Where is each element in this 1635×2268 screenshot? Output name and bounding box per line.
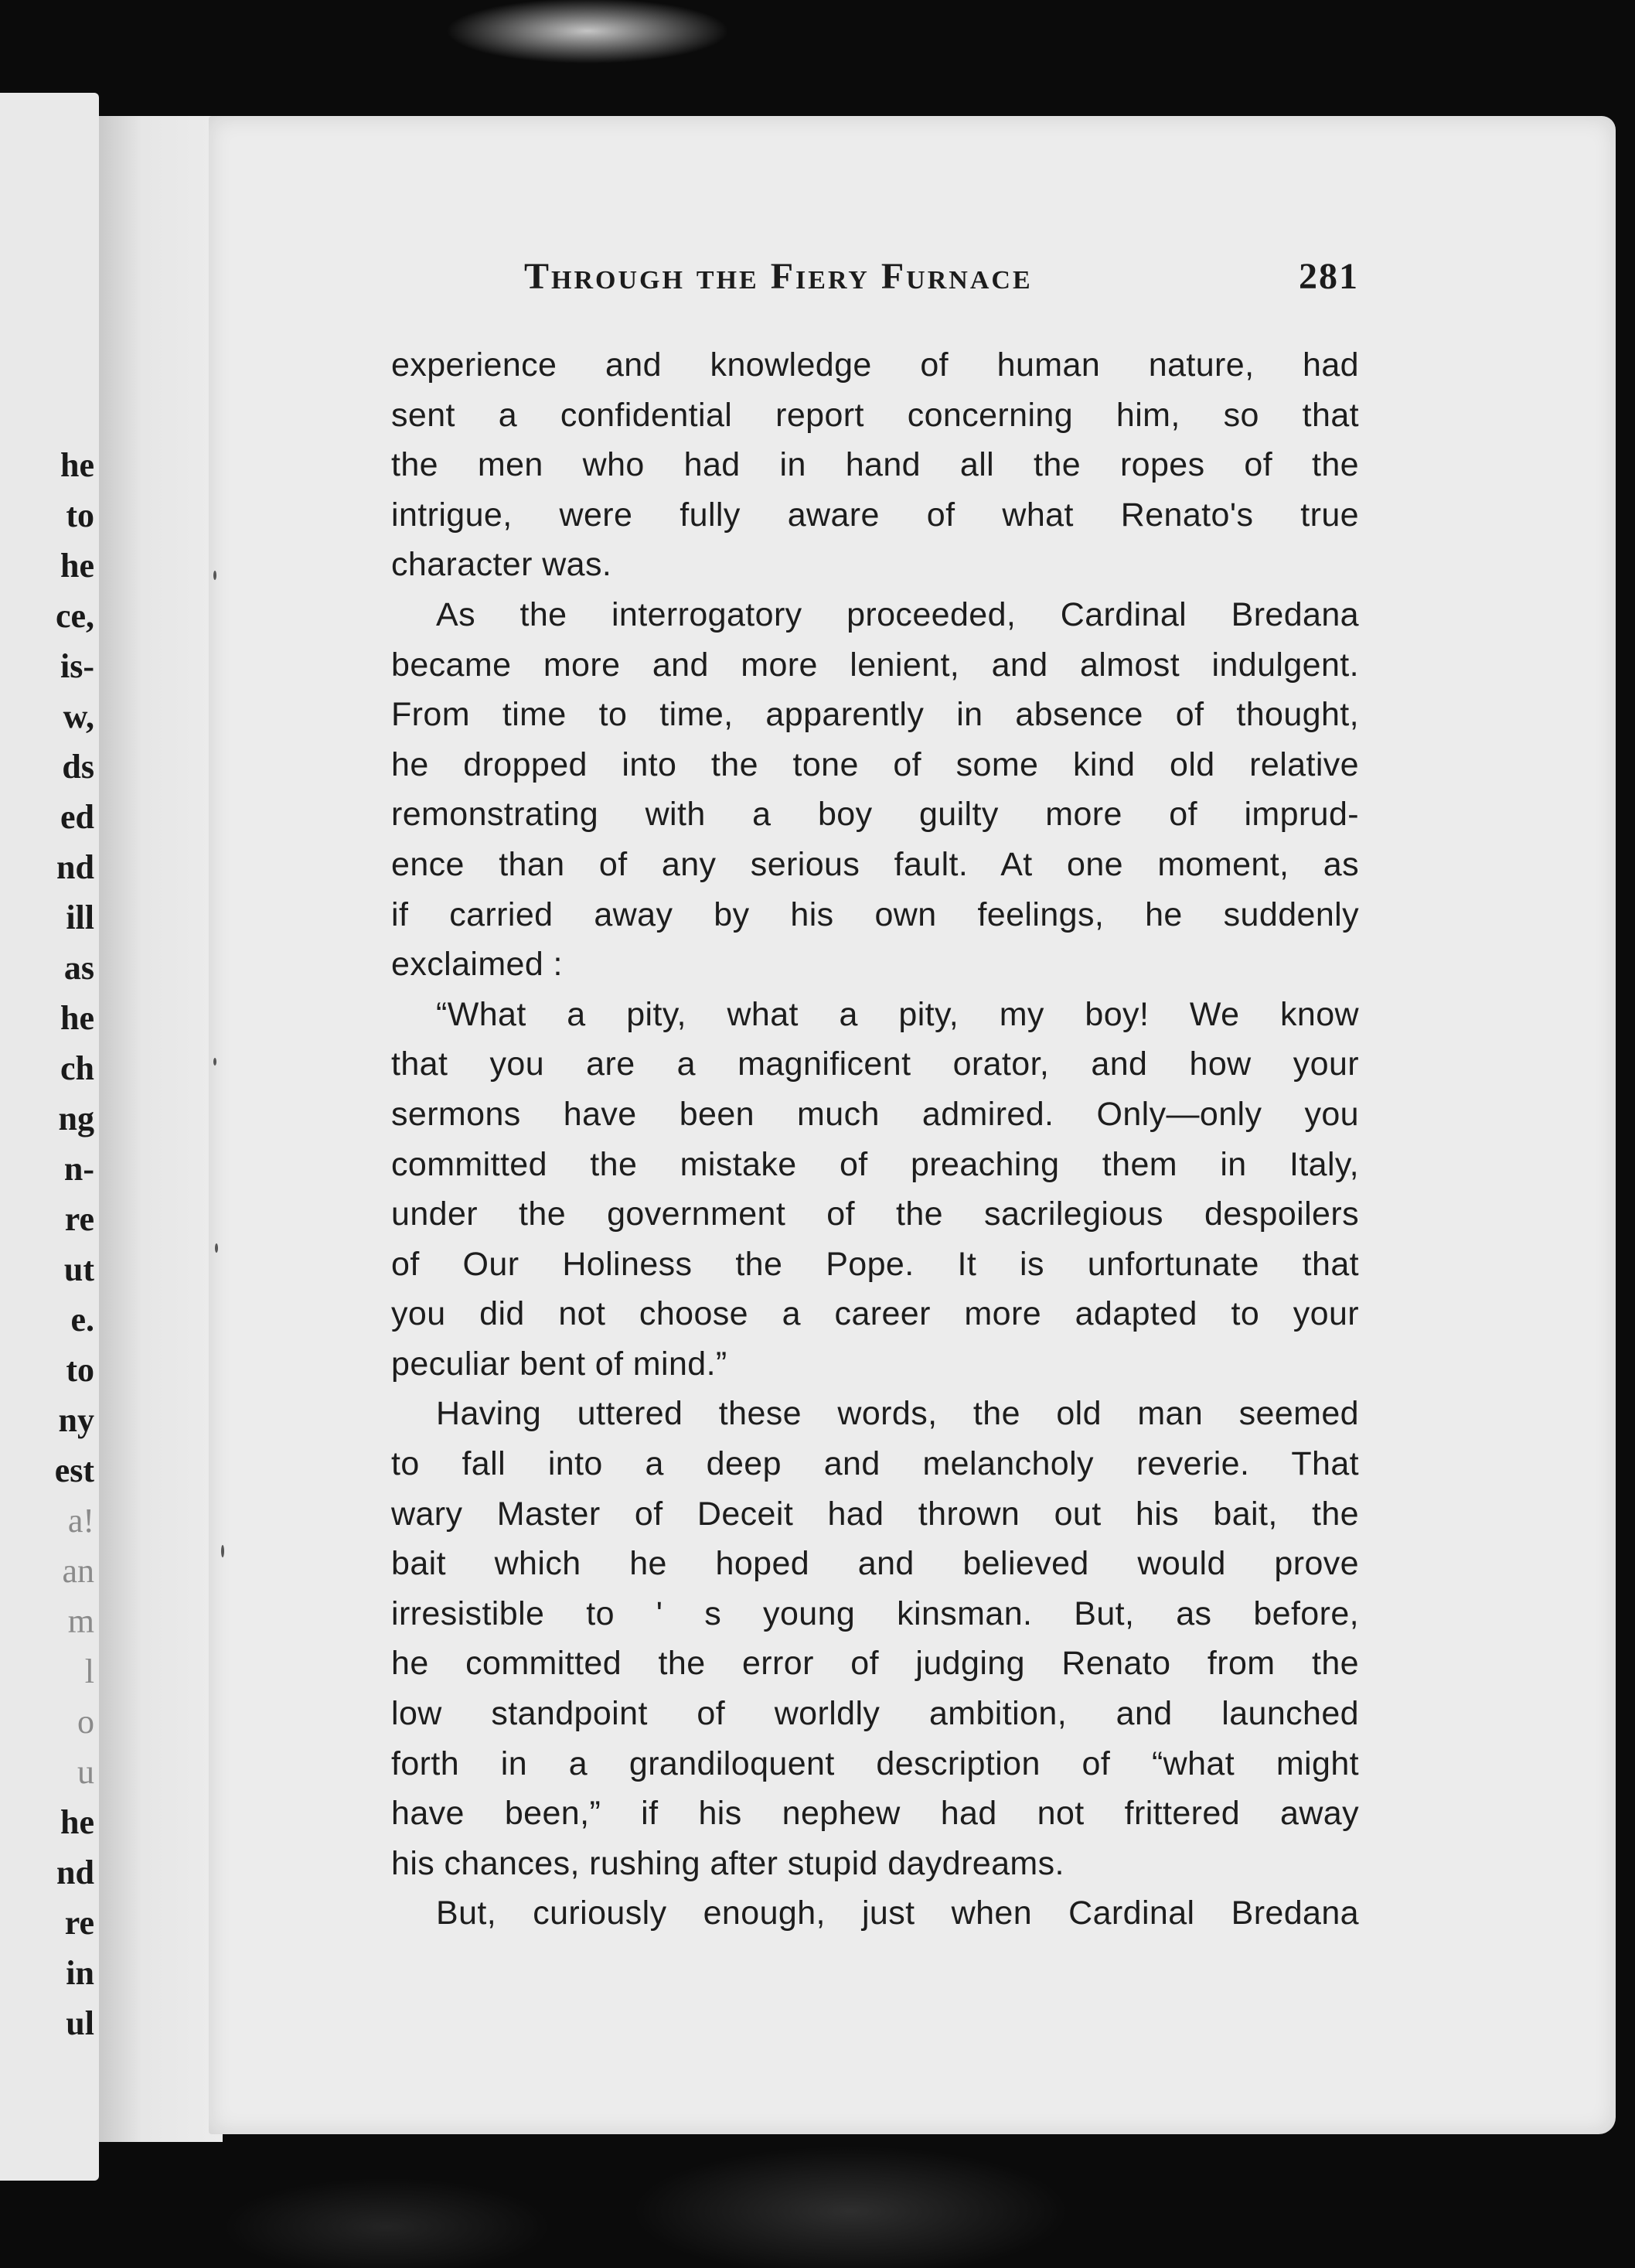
- left-fragment: ill: [66, 899, 94, 936]
- paragraph: [391, 1888, 1359, 1939]
- paragraph: [391, 590, 1359, 990]
- left-fragment: ce,: [55, 597, 94, 635]
- left-fragment: re: [64, 1904, 94, 1942]
- left-fragment: ul: [66, 2004, 94, 2042]
- left-fragment: he: [60, 547, 94, 585]
- left-fragment: a!: [67, 1502, 94, 1540]
- left-fragment: an: [62, 1552, 94, 1590]
- text-line: Having uttered these words, the old man seemed: [436, 1395, 1359, 1433]
- left-fragment: in: [66, 1954, 94, 1992]
- previous-page-edge: [0, 93, 99, 2181]
- text-line: to fall into a deep and melancholy reverie. That: [391, 1445, 1359, 1483]
- left-fragment: he: [60, 999, 94, 1037]
- running-head: [524, 255, 1359, 302]
- text-line: if carried away by his own feelings, he suddenly: [391, 895, 1359, 933]
- text-line: under the government of the sacrilegious despoilers: [391, 1195, 1359, 1233]
- left-fragment: e.: [70, 1301, 94, 1339]
- text-line: have been,” if his nephew had not frittered away: [391, 1795, 1359, 1833]
- left-fragment: n-: [63, 1150, 94, 1188]
- text-line: his chances, rushing after stupid daydreams.: [391, 1844, 1064, 1882]
- page-gutter: [99, 116, 223, 2142]
- left-fragment: o: [77, 1703, 94, 1741]
- left-fragment: re: [64, 1200, 94, 1238]
- left-fragment: as: [63, 949, 94, 987]
- page-number: 281: [1299, 256, 1359, 297]
- left-fragment: ut: [63, 1250, 94, 1288]
- scan-speck: [215, 1243, 218, 1253]
- left-fragment: ds: [62, 748, 94, 786]
- left-fragment: u: [77, 1753, 94, 1791]
- text-line: character was.: [391, 546, 612, 584]
- left-fragment: ed: [60, 798, 94, 836]
- text-line: became more and more lenient, and almost indulgent.: [391, 646, 1359, 684]
- text-line: peculiar bent of mind.”: [391, 1345, 727, 1383]
- text-line: sermons have been much admired. Only—only you: [391, 1095, 1359, 1133]
- text-line: you did not choose a career more adapted to your: [391, 1295, 1359, 1333]
- paragraph: [391, 340, 1359, 590]
- text-line: As the interrogatory proceeded, Cardinal Bredana: [436, 595, 1359, 633]
- left-fragment: l: [84, 1652, 94, 1690]
- scan-speck: [213, 571, 216, 580]
- paragraph: [391, 990, 1359, 1390]
- text-line: that you are a magnificent orator, and how your: [391, 1045, 1359, 1083]
- text-line: he dropped into the tone of some kind old relative: [391, 745, 1359, 783]
- text-line: “What a pity, what a pity, my boy! We know: [436, 995, 1359, 1033]
- left-fragment: ch: [60, 1049, 94, 1087]
- left-fragment: m: [67, 1602, 94, 1640]
- text-line: of Our Holiness the Pope. It is unfortunate that: [391, 1245, 1359, 1283]
- left-fragment: to: [66, 1351, 94, 1389]
- left-fragment: est: [54, 1451, 94, 1489]
- text-line: bait which he hoped and believed would prove: [391, 1545, 1359, 1583]
- left-fragment: ng: [58, 1100, 94, 1137]
- text-line: ence than of any serious fault. At one moment, as: [391, 845, 1359, 883]
- paragraph: [391, 1389, 1359, 1888]
- left-fragment: to: [66, 496, 94, 534]
- text-line: low standpoint of worldly ambition, and launched: [391, 1695, 1359, 1733]
- text-line: experience and knowledge of human nature, had: [391, 346, 1359, 384]
- text-line: sent a confidential report concerning him, so that: [391, 396, 1359, 434]
- scan-speck: [213, 1058, 216, 1066]
- running-head-title: Through the Fiery Furnace: [524, 256, 1033, 297]
- left-fragment: nd: [56, 848, 94, 886]
- text-line: committed the mistake of preaching them in Italy,: [391, 1145, 1359, 1183]
- text-line: he committed the error of judging Renato from the: [391, 1645, 1359, 1683]
- left-fragment: ny: [58, 1401, 94, 1439]
- text-line: irresistible to ' s young kinsman. But, as before,: [391, 1594, 1359, 1632]
- text-line: From time to time, apparently in absence of thought,: [391, 696, 1359, 734]
- left-fragment: he: [60, 446, 94, 484]
- left-fragment: nd: [56, 1854, 94, 1891]
- left-fragment: he: [60, 1803, 94, 1841]
- text-line: remonstrating with a boy guilty more of imprud-: [391, 796, 1359, 834]
- text-line: the men who had in hand all the ropes of the: [391, 446, 1359, 484]
- left-fragment: w,: [63, 697, 94, 735]
- text-line: intrigue, were fully aware of what Renato's true: [391, 496, 1359, 534]
- left-fragment: is-: [60, 647, 94, 685]
- text-line: forth in a grandiloquent description of “what might: [391, 1744, 1359, 1782]
- text-line: exclaimed :: [391, 946, 563, 984]
- text-line: wary Master of Deceit had thrown out his bait, the: [391, 1495, 1359, 1533]
- text-line: But, curiously enough, just when Cardinal Bredana: [436, 1895, 1359, 1932]
- body-text: [391, 340, 1359, 1939]
- scan-speck: [221, 1545, 224, 1557]
